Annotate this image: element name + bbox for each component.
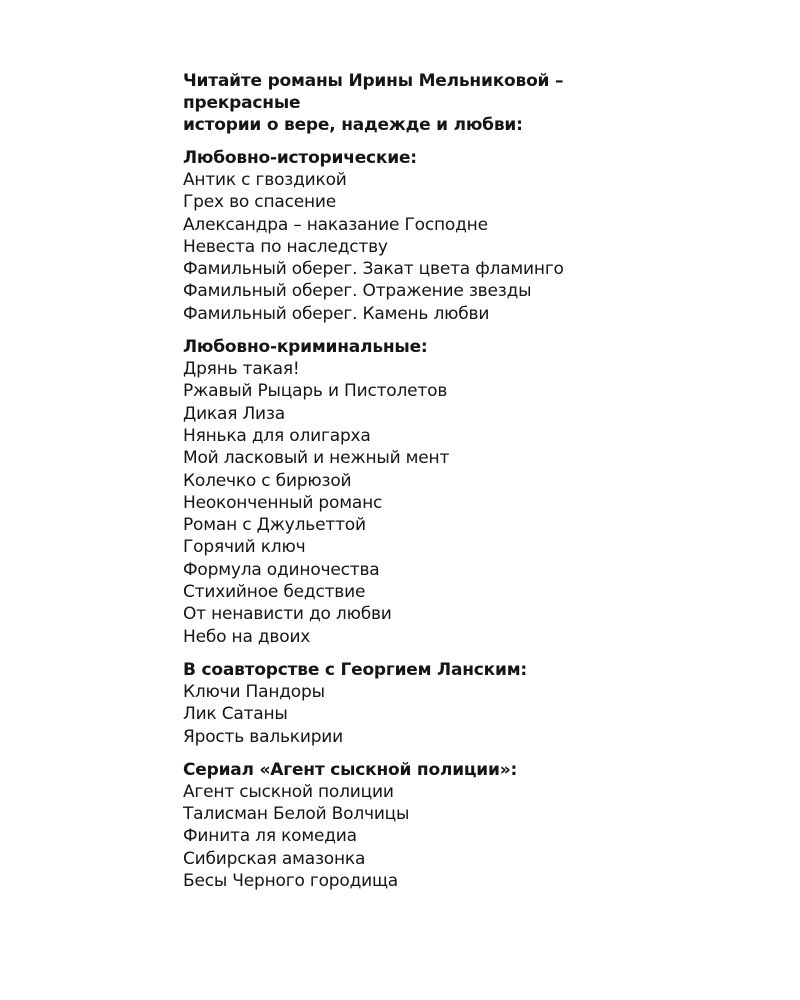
- book-title: Ключи Пандоры: [183, 681, 325, 702]
- book-title: Дрянь такая!: [183, 359, 300, 380]
- book-title: Неоконченный романс: [183, 492, 383, 513]
- book-title: Роман с Джульеттой: [183, 515, 366, 536]
- book-title: Талисман Белой Волчицы: [183, 804, 410, 825]
- book-title: Колечко с бирюзой: [183, 470, 352, 491]
- book-title: Стихийное бедствие: [183, 582, 366, 603]
- book-title: Бесы Черного городища: [183, 871, 399, 892]
- book-title: Формула одиночества: [183, 559, 380, 580]
- book-title: Грех во спасение: [183, 192, 337, 213]
- book-title: Небо на двоих: [183, 626, 311, 647]
- sections-container: [183, 147, 653, 892]
- book-list: [183, 681, 653, 748]
- book-section: [183, 147, 653, 325]
- book-title: Мой ласковый и нежный мент: [183, 448, 450, 469]
- book-title: Антик с гвоздикой: [183, 170, 347, 190]
- section-title: В соавторстве с Георгием Ланским:: [183, 659, 528, 680]
- book-section: [183, 336, 653, 648]
- book-title: Ярость валькирии: [183, 726, 344, 747]
- book-section: [183, 659, 653, 748]
- book-title: Дикая Лиза: [183, 403, 285, 424]
- book-list: [183, 169, 653, 325]
- intro-line-2: истории о вере, надежде и любви:: [183, 115, 523, 135]
- book-title: Лик Сатаны: [183, 704, 288, 725]
- book-list: [183, 781, 653, 892]
- section-title: Любовно-криминальные:: [183, 337, 428, 358]
- book-title: Горячий ключ: [183, 537, 306, 558]
- book-title: От ненависти до любви: [183, 604, 392, 625]
- intro-line-1: Читайте романы Ирины Мельниковой – прекрасные: [183, 71, 564, 113]
- book-title: Фамильный оберег. Закат цвета фламинго: [183, 259, 564, 280]
- book-list: [183, 358, 653, 648]
- intro-paragraph: [183, 70, 653, 136]
- book-title: Агент сыскной полиции: [183, 781, 394, 802]
- book-title: Фамильный оберег. Отражение звезды: [183, 281, 532, 302]
- book-title: Александра – наказание Господне: [183, 214, 488, 235]
- book-title: Нянька для олигарха: [183, 425, 371, 446]
- book-title: Сибирская амазонка: [183, 848, 366, 869]
- section-title: Сериал «Агент сыскной полиции»:: [183, 759, 518, 780]
- book-section: [183, 759, 653, 892]
- book-title: Ржавый Рыцарь и Пистолетов: [183, 381, 448, 402]
- book-title: Невеста по наследству: [183, 236, 388, 257]
- section-title: Любовно-исторические:: [183, 148, 417, 168]
- book-list-page: [183, 70, 653, 903]
- book-title: Финита ля комедиа: [183, 826, 357, 847]
- book-title: Фамильный оберег. Камень любви: [183, 303, 490, 324]
